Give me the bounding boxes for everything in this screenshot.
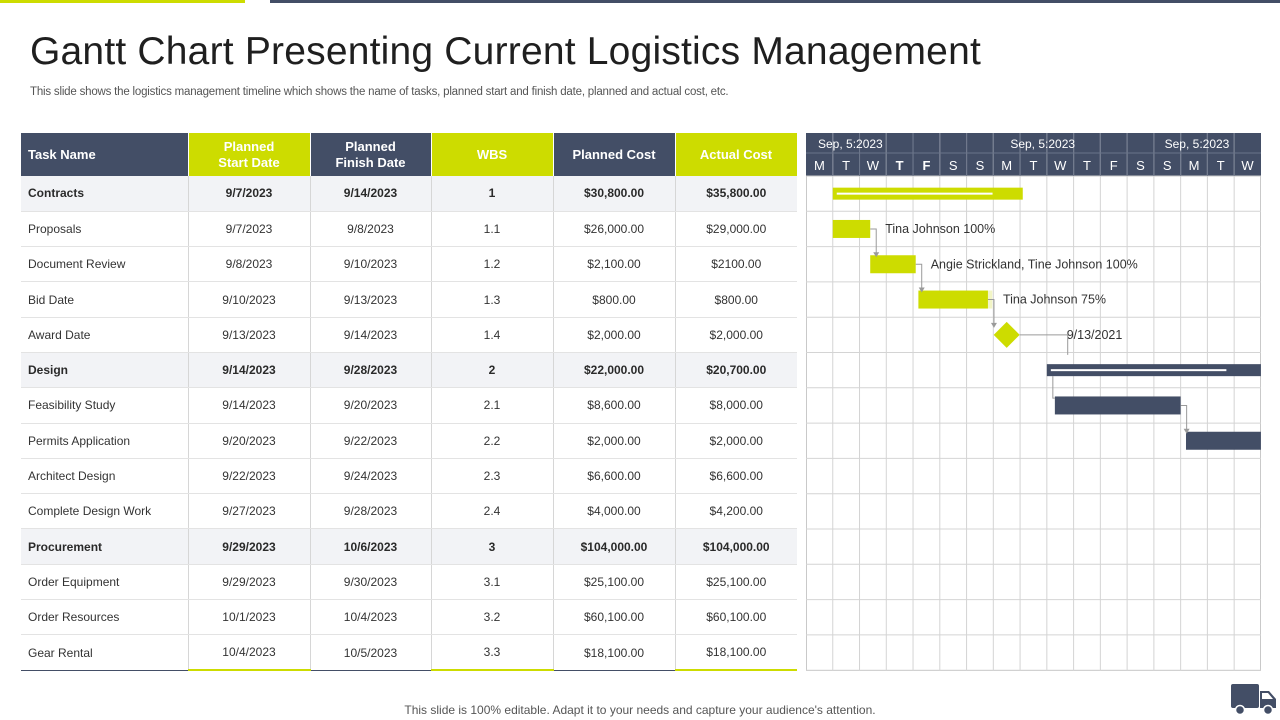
- cell-planned-finish: 10/5/2023: [310, 635, 431, 670]
- cell-planned-start: 9/20/2023: [188, 423, 310, 458]
- gantt-week-label: Sep, 5:2023: [818, 137, 883, 151]
- cell-planned-start: 9/22/2023: [188, 458, 310, 493]
- cell-planned-start: 9/13/2023: [188, 317, 310, 352]
- cell-planned-finish: 9/24/2023: [310, 458, 431, 493]
- cell-planned-start: 9/7/2023: [188, 211, 310, 246]
- cell-wbs: 2.1: [431, 388, 553, 423]
- cell-wbs: 3.1: [431, 564, 553, 599]
- gantt-day-label: T: [1029, 158, 1038, 173]
- cell-wbs: 2.4: [431, 494, 553, 529]
- cell-actual-cost: $104,000.00: [675, 529, 797, 564]
- column-header-planned-cost: Planned Cost: [553, 133, 675, 176]
- column-header-planned-finish: Planned Finish Date: [310, 133, 431, 176]
- cell-planned-cost: $2,000.00: [553, 423, 675, 458]
- cell-actual-cost: $35,800.00: [675, 176, 797, 211]
- cell-planned-finish: 9/28/2023: [310, 352, 431, 387]
- gantt-day-label: M: [813, 158, 825, 173]
- cell-planned-cost: $104,000.00: [553, 529, 675, 564]
- gantt-day-label: T: [842, 158, 851, 173]
- cell-planned-start: 9/7/2023: [188, 176, 310, 211]
- gantt-day-label: M: [1001, 158, 1013, 173]
- cell-planned-cost: $8,600.00: [553, 388, 675, 423]
- gantt-week-label: Sep, 5:2023: [1164, 137, 1230, 151]
- cell-task-name: Proposals: [21, 211, 188, 246]
- cell-planned-start: 10/1/2023: [188, 600, 310, 635]
- gantt-bar-label: Angie Strickland, Tine Johnson 100%: [930, 257, 1138, 272]
- cell-planned-start: 9/29/2023: [188, 529, 310, 564]
- table-row: [21, 635, 797, 670]
- cell-planned-cost: $4,000.00: [553, 494, 675, 529]
- gantt-bar-label: 9/13/2021: [1066, 327, 1123, 342]
- cell-task-name: Document Review: [21, 247, 188, 282]
- gantt-day-label: F: [922, 158, 931, 173]
- gantt-bar-label: Tina Johnson 75%: [1002, 292, 1107, 307]
- cell-task-name: Award Date: [21, 317, 188, 352]
- cell-actual-cost: $6,600.00: [675, 458, 797, 493]
- cell-task-name: Bid Date: [21, 282, 188, 317]
- gantt-day-label: W: [1241, 158, 1254, 173]
- table-group-row: [21, 176, 797, 211]
- gantt-chart: [806, 133, 1261, 671]
- column-header-planned-start: Planned Start Date: [188, 133, 310, 176]
- table-header-row: [21, 133, 797, 176]
- table-row: [21, 494, 797, 529]
- gantt-task-bar: [918, 291, 988, 309]
- cell-planned-finish: 9/30/2023: [310, 564, 431, 599]
- table-row: [21, 211, 797, 246]
- table-row: [21, 458, 797, 493]
- page-subtitle: This slide shows the logistics management timeline which shows the name of tasks, planned start and finish date, planned and actual cost, etc.: [30, 86, 729, 98]
- gantt-day-label: T: [1216, 158, 1225, 173]
- cell-wbs: 3.3: [431, 635, 553, 670]
- cell-planned-start: 9/14/2023: [188, 352, 310, 387]
- cell-wbs: 2: [431, 352, 553, 387]
- cell-planned-cost: $25,100.00: [553, 564, 675, 599]
- cell-planned-cost: $18,100.00: [553, 635, 675, 670]
- cell-task-name: Order Resources: [21, 600, 188, 635]
- cell-planned-start: 9/29/2023: [188, 564, 310, 599]
- gantt-summary-bar-progress: [1051, 369, 1227, 371]
- cell-actual-cost: $8,000.00: [675, 388, 797, 423]
- table-row: [21, 317, 797, 352]
- cell-planned-start: 9/8/2023: [188, 247, 310, 282]
- gantt-day-label: W: [1054, 158, 1067, 173]
- page-title: Gantt Chart Presenting Current Logistics Management: [30, 30, 981, 73]
- table-body: [21, 176, 797, 670]
- task-table: [21, 133, 798, 671]
- cell-planned-start: 9/14/2023: [188, 388, 310, 423]
- table-row: [21, 564, 797, 599]
- column-header-wbs: WBS: [431, 133, 553, 176]
- table-group-row: [21, 529, 797, 564]
- cell-task-name: Order Equipment: [21, 564, 188, 599]
- cell-planned-finish: 9/20/2023: [310, 388, 431, 423]
- cell-wbs: 1.2: [431, 247, 553, 282]
- cell-planned-finish: 9/14/2023: [310, 176, 431, 211]
- cell-task-name: Complete Design Work: [21, 494, 188, 529]
- cell-wbs: 1.4: [431, 317, 553, 352]
- table-row: [21, 600, 797, 635]
- cell-wbs: 3.2: [431, 600, 553, 635]
- gantt-day-label: M: [1188, 158, 1200, 173]
- gantt-day-label: S: [948, 158, 958, 173]
- cell-planned-cost: $26,000.00: [553, 211, 675, 246]
- cell-planned-cost: $6,600.00: [553, 458, 675, 493]
- cell-task-name: Architect Design: [21, 458, 188, 493]
- table-row: [21, 282, 797, 317]
- cell-actual-cost: $2100.00: [675, 247, 797, 282]
- cell-wbs: 2.3: [431, 458, 553, 493]
- gantt-day-label: S: [1162, 158, 1172, 173]
- cell-actual-cost: $4,200.00: [675, 494, 797, 529]
- gantt-bar-label: Tina Johnson 100%: [885, 221, 996, 236]
- delivery-truck-icon: [1229, 682, 1279, 716]
- cell-task-name: Permits Application: [21, 423, 188, 458]
- cell-actual-cost: $18,100.00: [675, 635, 797, 670]
- cell-planned-cost: $2,100.00: [553, 247, 675, 282]
- gantt-day-label: F: [1109, 158, 1118, 173]
- gantt-day-label: W: [866, 158, 880, 173]
- table-group-row: [21, 352, 797, 387]
- cell-actual-cost: $20,700.00: [675, 352, 797, 387]
- cell-planned-start: 9/27/2023: [188, 494, 310, 529]
- gantt-task-bar: [1186, 432, 1261, 450]
- cell-planned-finish: 9/8/2023: [310, 211, 431, 246]
- gantt-day-label: S: [1136, 158, 1145, 173]
- cell-planned-start: 9/10/2023: [188, 282, 310, 317]
- cell-wbs: 1: [431, 176, 553, 211]
- cell-task-name: Feasibility Study: [21, 388, 188, 423]
- cell-actual-cost: $2,000.00: [675, 423, 797, 458]
- gantt-day-label: S: [975, 158, 985, 173]
- cell-planned-finish: 9/10/2023: [310, 247, 431, 282]
- cell-planned-start: 10/4/2023: [188, 635, 310, 670]
- cell-actual-cost: $800.00: [675, 282, 797, 317]
- gantt-summary-bar-progress: [837, 193, 993, 195]
- gantt-day-label: T: [1083, 158, 1091, 173]
- cell-task-name: Contracts: [21, 176, 188, 211]
- cell-planned-cost: $60,100.00: [553, 600, 675, 635]
- cell-planned-cost: $30,800.00: [553, 176, 675, 211]
- cell-actual-cost: $60,100.00: [675, 600, 797, 635]
- cell-planned-finish: 9/22/2023: [310, 423, 431, 458]
- cell-task-name: Design: [21, 352, 188, 387]
- top-accent-bar-lime: [0, 0, 245, 3]
- table-row: [21, 388, 797, 423]
- cell-planned-finish: 9/13/2023: [310, 282, 431, 317]
- cell-planned-cost: $2,000.00: [553, 317, 675, 352]
- cell-task-name: Procurement: [21, 529, 188, 564]
- cell-actual-cost: $29,000.00: [675, 211, 797, 246]
- cell-actual-cost: $2,000.00: [675, 317, 797, 352]
- cell-planned-finish: 9/14/2023: [310, 317, 431, 352]
- table-row: [21, 247, 797, 282]
- cell-wbs: 2.2: [431, 423, 553, 458]
- table-row: [21, 423, 797, 458]
- cell-planned-cost: $800.00: [553, 282, 675, 317]
- cell-planned-finish: 9/28/2023: [310, 494, 431, 529]
- cell-planned-finish: 10/4/2023: [310, 600, 431, 635]
- cell-wbs: 1.1: [431, 211, 553, 246]
- cell-planned-finish: 10/6/2023: [310, 529, 431, 564]
- cell-actual-cost: $25,100.00: [675, 564, 797, 599]
- column-header-actual-cost: Actual Cost: [675, 133, 797, 176]
- cell-wbs: 3: [431, 529, 553, 564]
- gantt-week-label: Sep, 5:2023: [1010, 137, 1076, 151]
- footer-note: This slide is 100% editable. Adapt it to your needs and capture your audience's attention.: [404, 703, 876, 717]
- cell-wbs: 1.3: [431, 282, 553, 317]
- gantt-task-bar: [870, 255, 915, 273]
- column-header-task-name: Task Name: [21, 133, 188, 176]
- cell-task-name: Gear Rental: [21, 635, 188, 670]
- top-accent-bar-navy: [270, 0, 1280, 3]
- gantt-chart-svg: [806, 133, 1261, 671]
- gantt-task-bar: [1055, 396, 1181, 414]
- cell-planned-cost: $22,000.00: [553, 352, 675, 387]
- gantt-task-bar: [833, 220, 870, 238]
- gantt-day-label: T: [895, 158, 904, 173]
